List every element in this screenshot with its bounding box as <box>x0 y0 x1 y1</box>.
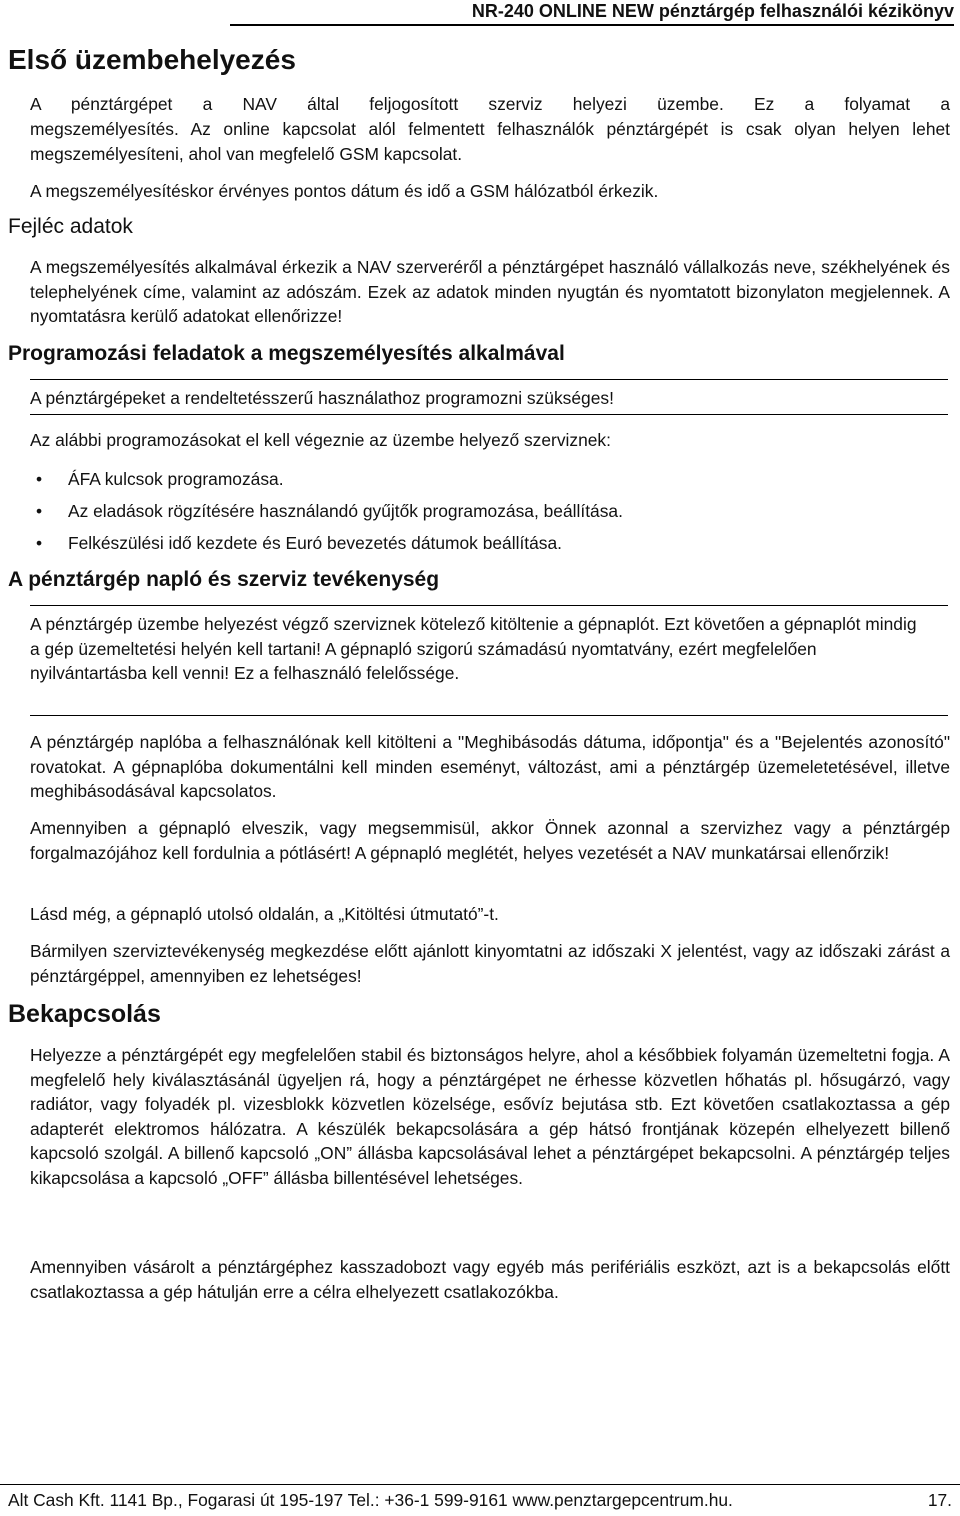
list-item-text: Az eladások rögzítésére használandó gyűjtők programozása, beállítása. <box>68 501 623 521</box>
footer-contact: Alt Cash Kft. 1141 Bp., Fogarasi út 195-197 Tel.: +36-1 599-9161 www.penztargepcentrum.hu. <box>8 1490 733 1510</box>
section1-paragraph1-line1: A pénztárgépet a NAV által feljogosított szerviz helyezi üzembe. Ez a folyamat a <box>30 94 950 114</box>
list-item-text: ÁFA kulcsok programozása. <box>68 469 284 489</box>
list-item <box>36 531 562 555</box>
section-title-programming: Programozási feladatok a megszemélyesítés alkalmával <box>8 342 565 365</box>
bullet-icon: • <box>36 533 43 553</box>
page-footer <box>0 1484 960 1513</box>
divider-bottom <box>30 715 948 716</box>
section2-paragraph: A megszemélyesítés alkalmával érkezik a NAV szerveréről a pénztárgépet használó vállalkozás neve, székhelyének és telephelyének címe, valamint az adószám. Ezek az adatok minden nyugtán és nyomtatott bizonylaton megjelennek. A nyomtatásra kerülő adatokat ellenőrizze! <box>30 257 950 327</box>
list-item <box>36 467 284 491</box>
section4-paragraph3: Lásd még, a gépnapló utolsó oldalán, a „Kitöltési útmutató”-t. <box>30 904 499 924</box>
section4-paragraph1: A pénztárgép naplóba a felhasználónak kell kitölteni a "Meghibásodás dátuma, időpontja" és a "Bejelentés azonosító" rovatokat. A gépnaplóba dokumentálni kell minden eseményt, változást, ami a pénztárgép üzemeletetésével, illetve meghibásodásával kapcsolatos. <box>30 732 950 802</box>
section5-paragraph1: Helyezze a pénztárgépét egy megfelelően stabil és biztonságos helyre, ahol a későbbiek folyamán üzemeltetni fogja. A megfelelő hely kiválasztásánál ügyeljen rá, hogy a pénztárgépet ne érhesse közvetlen hőhatás pl. hősugárzó, vagy radiátor, vagy folyadék pl. vizesblokk közvetlen közelsége, esővíz bejutása stb. Ezt követően csatlakoztassa a gép adapterét elektromos hálózatra. A készülék bekapcsolására a gép hátsó frontjának közepén elhelyezett billenő kapcsoló szolgál. A billenő kapcsoló „ON” állásba kapcsolásával lehet a pénztárgépet bekapcsolni. A pénztárgép teljes kikapcsolása a kapcsoló „OFF” állásba billentésével lehetséges. <box>30 1045 950 1188</box>
section-title-first-setup: Első üzembehelyezés <box>8 44 296 75</box>
section3-paragraph1: A pénztárgépeket a rendeltetésszerű használathoz programozni szükséges! <box>30 388 614 408</box>
section-title-power-on: Bekapcsolás <box>8 1000 161 1028</box>
section-title-header-data: Fejléc adatok <box>8 215 133 238</box>
bullet-icon: • <box>36 469 43 489</box>
bullet-icon: • <box>36 501 43 521</box>
section-title-machine-log: A pénztárgép napló és szerviz tevékenység <box>8 568 440 591</box>
section1-paragraph2: A megszemélyesítéskor érvényes pontos dátum és idő a GSM hálózatból érkezik. <box>30 181 659 201</box>
section3-paragraph2: Az alábbi programozásokat el kell végeznie az üzembe helyező szerviznek: <box>30 430 611 450</box>
divider-top <box>30 605 948 606</box>
section5-paragraph2: Amennyiben vásárolt a pénztárgéphez kasszadobozt vagy egyéb más perifériális eszközt, azt is a bekapcsolás előtt csatlakoztassa a gép hátulján erre a célra elhelyezett csatlakozókba. <box>30 1257 950 1302</box>
divider-top <box>30 379 948 380</box>
list-item-text: Felkészülési idő kezdete és Euró bevezetés dátumok beállítása. <box>68 533 562 553</box>
page-number: 17. <box>927 1490 952 1510</box>
running-header: NR-240 ONLINE NEW pénztárgép felhasználói kézikönyv <box>230 0 954 26</box>
section4-boxed-paragraph: A pénztárgép üzembe helyezést végző szerviznek kötelező kitöltenie a gépnaplót. Ezt követően a gépnaplót mindig a gép üzemeltetési helyén kell tartani! A gépnapló szigorú számadású nyomtatvány, ezért megfelelően nyilvántartásba kell venni! Ez a felhasználó felelőssége. <box>30 614 917 684</box>
section4-paragraph2: Amennyiben a gépnapló elveszik, vagy megsemmisül, akkor Önnek azonnal a szervizhez vagy a pénztárgép forgalmazójához kell fordulnia a pótlásért! A gépnapló meglétét, helyes vezetését a NAV munkatársai ellenőrzik! <box>30 818 950 863</box>
section4-paragraph4: Bármilyen szerviztevékenység megkezdése előtt ajánlott kinyomtatni az időszaki X jelentést, vagy az időszaki zárást a pénztárgéppel, amennyiben ez lehetséges! <box>30 941 950 986</box>
list-item <box>36 499 623 523</box>
section1-paragraph1-rest: megszemélyesítés. Az online kapcsolat alól felmentett felhasználók pénztárgépét is csak olyan helyen lehet megszemélyesíteni, ahol van megfelelő GSM kapcsolat. <box>30 119 950 164</box>
divider-bottom <box>30 414 948 415</box>
